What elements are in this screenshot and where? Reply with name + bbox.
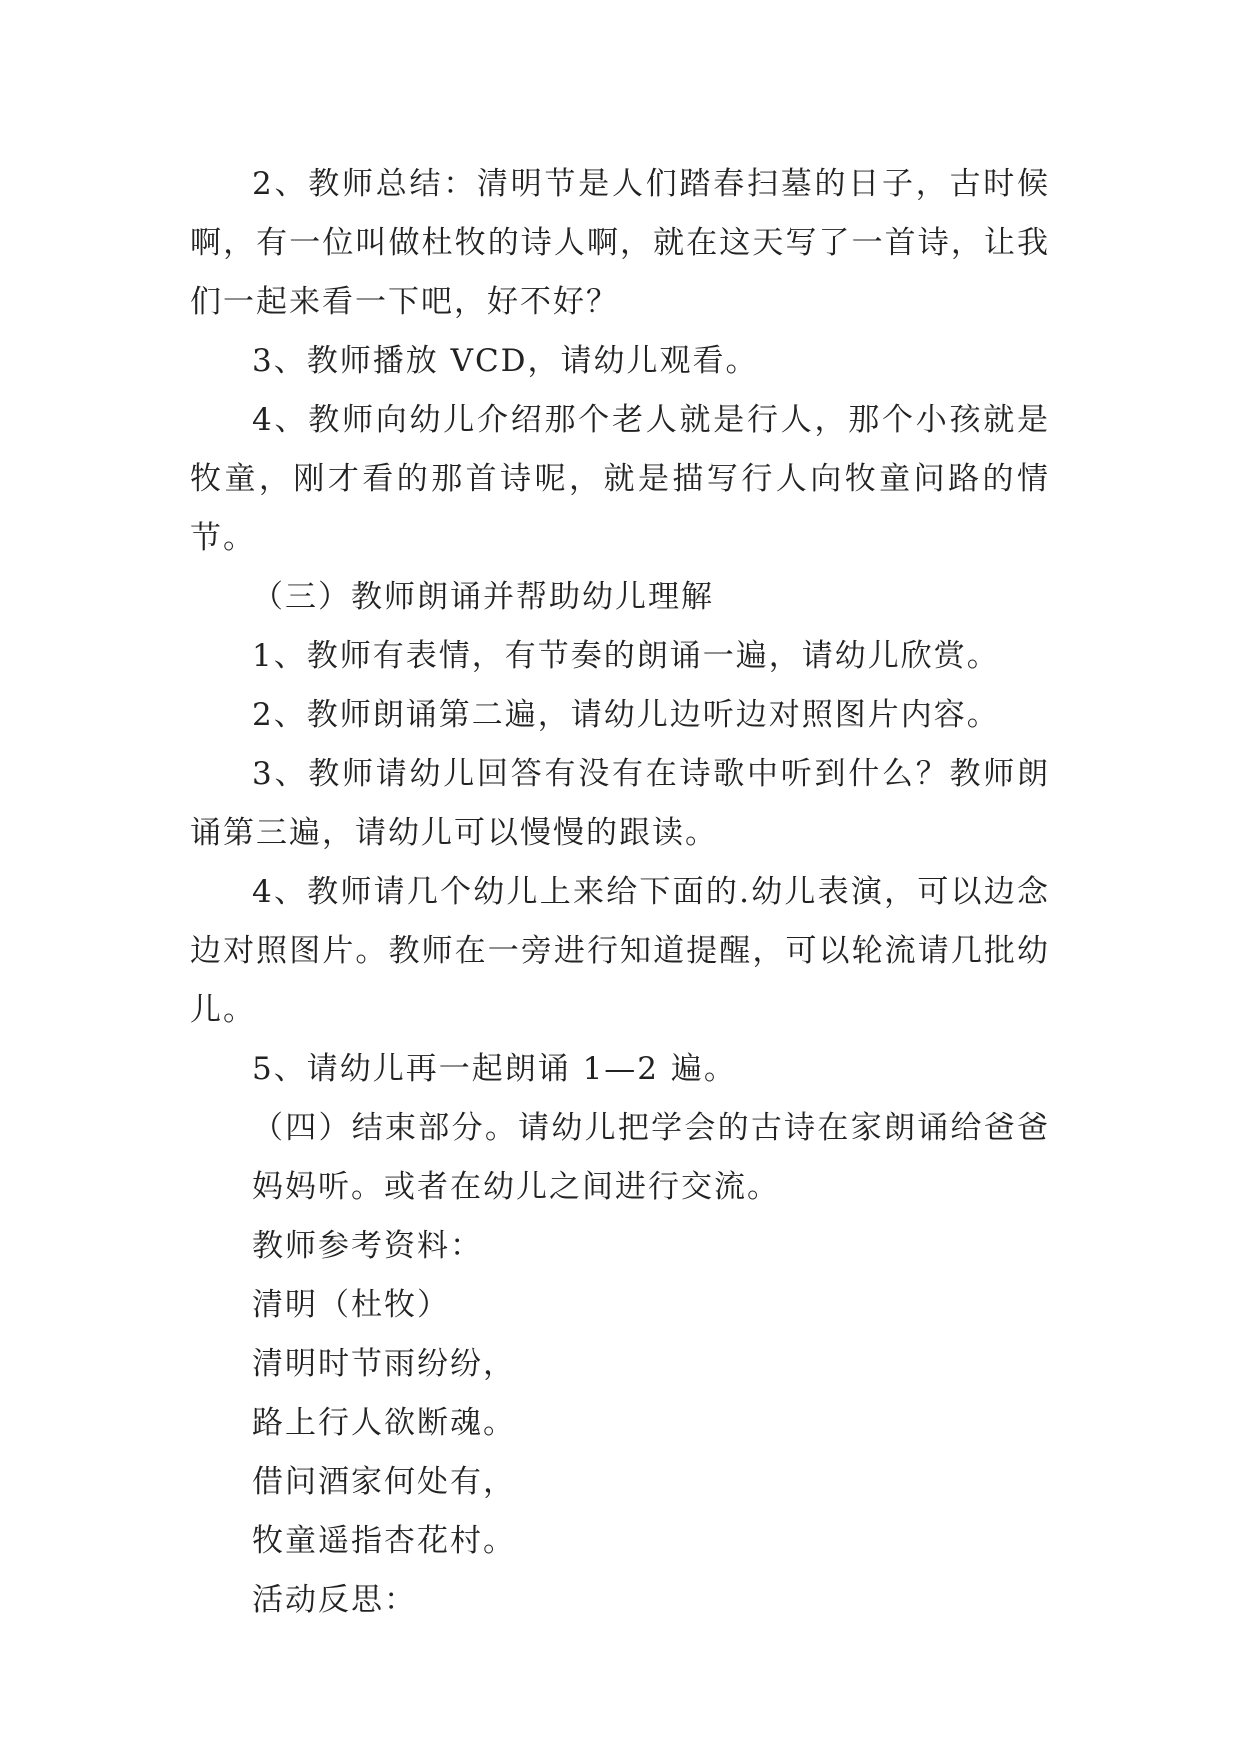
poem-line-1: 清明时节雨纷纷， — [252, 1346, 516, 1382]
paragraph-first-recital: 1、教师有表情，有节奏的朗诵一遍，请幼儿欣赏。 — [252, 638, 1000, 674]
poem-line-4: 牧童遥指杏花村。 — [252, 1523, 516, 1559]
paragraph-children-perform: 4、教师请几个幼儿上来给下面的.幼儿表演，可以边念边对照图片。教师在一旁进行知道提醒，可以轮流请几批幼儿。 — [190, 874, 1050, 1028]
paragraph-second-recital: 2、教师朗诵第二遍，请幼儿边听边对照图片内容。 — [252, 697, 1000, 733]
section-heading-four: （四）结束部分。请幼儿把学会的古诗在家朗诵给爸爸妈妈听。或者在幼儿之间进行交流。 — [252, 1110, 1050, 1205]
document-body — [190, 155, 1050, 1630]
paragraph-recite-again: 5、请幼儿再一起朗诵 1—2 遍。 — [252, 1051, 737, 1087]
section-heading-three: （三）教师朗诵并帮助幼儿理解 — [252, 579, 714, 615]
poem-line-3: 借问酒家何处有， — [252, 1464, 516, 1500]
paragraph-third-recital: 3、教师请幼儿回答有没有在诗歌中听到什么？教师朗诵第三遍，请幼儿可以慢慢的跟读。 — [190, 756, 1050, 851]
poem-line-2: 路上行人欲断魂。 — [252, 1405, 516, 1441]
paragraph-reference-label: 教师参考资料： — [252, 1228, 483, 1264]
paragraph-play-vcd: 3、教师播放 VCD，请幼儿观看。 — [252, 343, 759, 379]
paragraph-teacher-summary: 2、教师总结：清明节是人们踏春扫墓的日子，古时候啊，有一位叫做杜牧的诗人啊，就在这天写了一首诗，让我们一起来看一下吧，好不好？ — [190, 166, 1050, 320]
paragraph-reflection-label: 活动反思： — [252, 1582, 417, 1618]
paragraph-introduce-characters: 4、教师向幼儿介绍那个老人就是行人，那个小孩就是牧童，刚才看的那首诗呢，就是描写行人向牧童问路的情节。 — [190, 402, 1050, 556]
poem-title: 清明（杜牧） — [252, 1287, 450, 1323]
